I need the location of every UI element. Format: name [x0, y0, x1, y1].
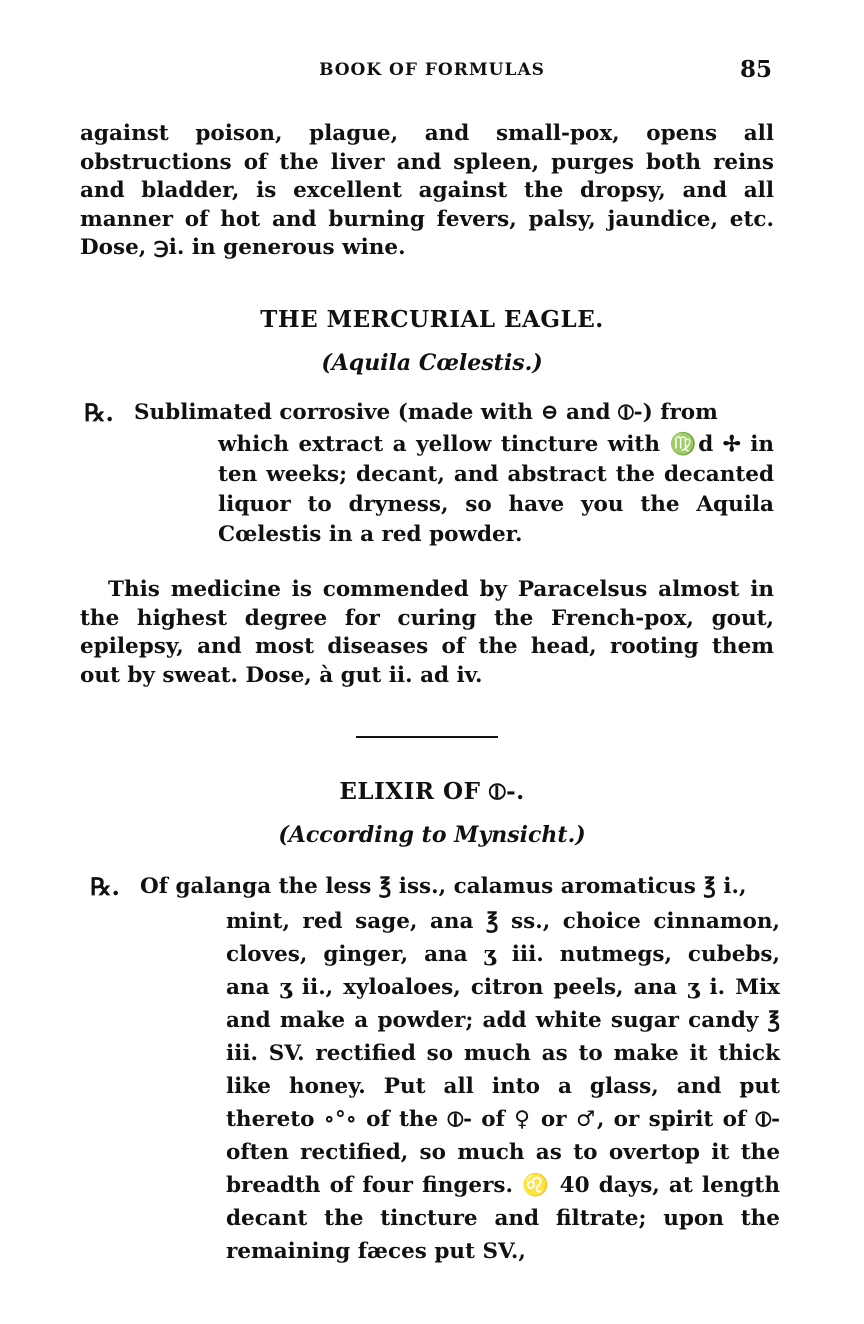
recipe-text: which extract a yellow tincture with ♍d ✢ in ten weeks; decant, and abstract the decanted liquor to dryness, so have you the Aquila Cœlestis in a red powder.	[218, 432, 774, 547]
recipe-first-line: Sublimated corrosive (made with ⊖ and ⦶-) from	[134, 400, 718, 425]
recipe-symbol: ℞.	[84, 398, 114, 427]
recipe-text: mint, red sage, ana ℥ ss., choice cinnamon, cloves, ginger, ana ʒ iii. nutmegs, cubebs, ana ʒ ii., xyloaloes, citron peels, ana ʒ i. Mix and make a powder; add white sugar candy ℥ iii. SV. rectified so much as to make it thick like honey. Put all into a glass, and put thereto ∘°∘ of the ⦶- of ♀ or ♂, or spirit of ⦶- often rectified, so much as to overtop it the breadth of four fingers. ♌ 40 days, at length decant the tincture and filtrate; upon the remaining fæces put SV.,	[226, 909, 780, 1264]
intro-paragraph: against poison, plague, and small-pox, opens all obstructions of the liver and spleen, purges both reins and bladder, is excellent against the dropsy, and all manner of hot and burning fevers, palsy, jaundice, etc. Dose, ℈i. in generous wine.	[80, 121, 774, 260]
recipe-first-line: Of galanga the less ℥ iss., calamus aromaticus ℥ i.,	[140, 874, 747, 899]
section-title-mercurial-eagle: THE MERCURIAL EAGLE.	[260, 306, 604, 333]
recipe-symbol: ℞.	[90, 872, 120, 901]
page-number: 85	[739, 56, 772, 83]
note-paragraph: This medicine is commended by Paracelsus almost in the highest degree for curing the French-pox, gout, epilepsy, and most diseases of the head, rooting them out by sweat. Dose, à gut ii. ad iv.	[80, 577, 774, 688]
section-title-elixir: ELIXIR OF ⦶-.	[339, 778, 525, 805]
section-subtitle-elixir: (According to Mynsicht.)	[278, 822, 586, 848]
section-subtitle-mercurial-eagle: (Aquila Cœlestis.)	[321, 350, 543, 376]
running-header: BOOK OF FORMULAS	[319, 60, 545, 80]
section-divider	[356, 736, 498, 738]
